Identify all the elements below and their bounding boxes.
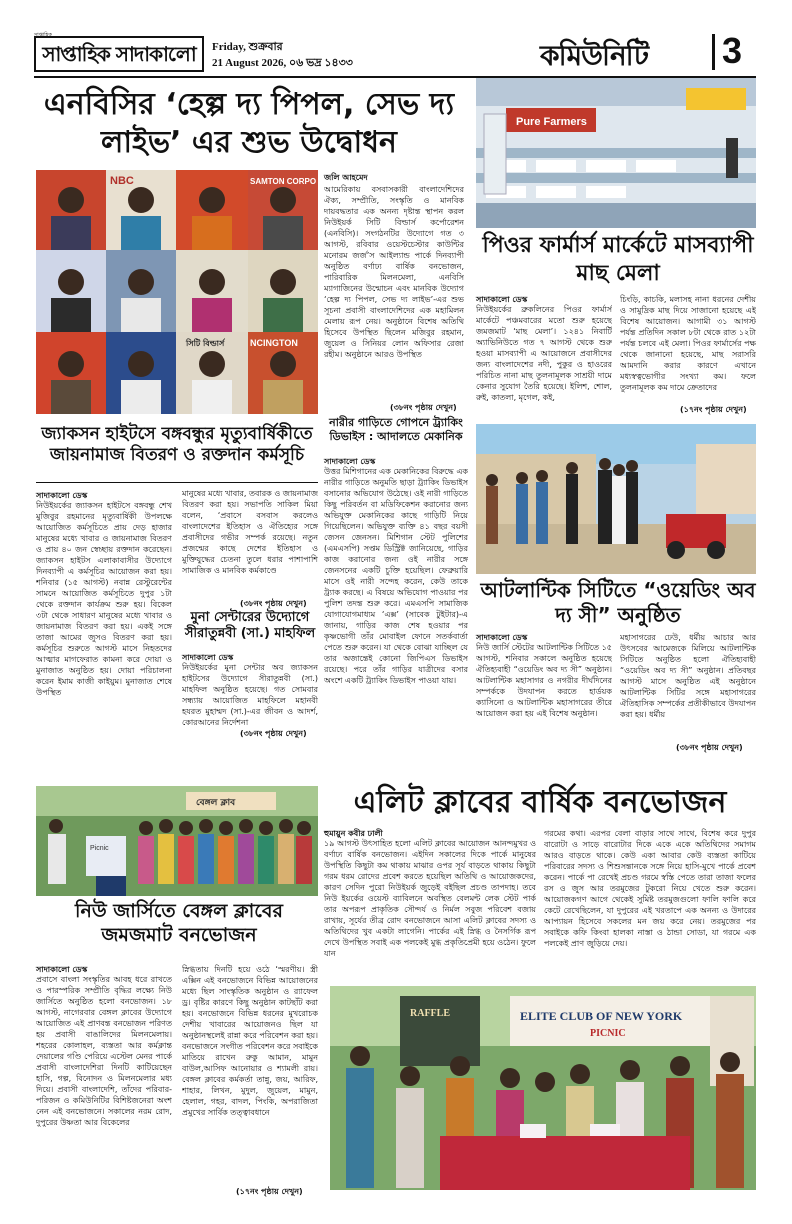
story7-headline[interactable]: এলিট ক্লাবের বার্ষিক বনভোজন — [353, 785, 727, 820]
elite-club-photo — [330, 986, 756, 1190]
story1-continued[interactable]: (৩৮নং পৃষ্ঠায় দেখুন) — [390, 403, 457, 412]
story8-body-right: স্নিগ্ধতায় দিনটি হয়ে ওঠে ‘স্মরণীয়। স্ত্রী এক্সিন এই বনভোজনে বিভিন্ন আয়োজনের মধ্যে ছিল সাংস্কৃতিক অনুষ্ঠান ও র‍্যাফেল ড্র। বৃষ্টির কারণে কিছু অনুষ্ঠান কাটছাঁট করা হয়। বনভোজনে বিভিন্ন ধরনের মুখরোচক দেশীয় খাবারের আয়োজনও ছিল যা অনুষ্ঠানস্থলেই রান্না করে পরিবেশন করা হয়। বনভোজনে সংগীত পরিবেশন করে সবাইকে মাতিয়ে রাখেন রুকু আমান, মামুন বাউল,আসিফ আনোয়ার ও শ্যামলী রায়। বেঙ্গল ক্লাবের কর্মকর্তা তান্নু, জয়, আরিফ, শাহার, লিখন, মুদুল, জুয়েল, মামুন, হেলাল, গহর, বাদল, পিংকি, অপরাজিতা প্রমুখের সার্বিক তত্ত্বাবধানে — [182, 965, 318, 1117]
story7-body-left: ১৯ আগস্ট উৎসাহিত হলো এলিট ক্লাবের আয়োজন আনন্দমুখর ও বর্ণাঢ্য বার্ষিক বনভোজন। এইদিন সকালের দিকে পার্কে মানুষের উপস্থিতি কিছুটা কম থাকায় মাঝার ওপর সূর্য বাড়তে থাকায় কিছুটা গরম ধরম রোদের প্রবেশ করতে হয়েছিল অতিথি ও আয়োজকদের, কারণ সেদিন পুরো নিউইয়র্ক জুড়েই বইছিল প্রচণ্ড তাপদাহ। তবে নিউ ইয়র্কের ওয়েস্ট ব্যাবিলনে অবস্থিত বেলমন্ট লেক স্টেট পার্ক তার অপরূপ প্রাকৃতিক সৌন্দর্য ও নির্মল সবুজ পরিবেশ বজায় রাখায়, সূর্যের তীব্র রোদ বনভোজনে আসা এলিট ক্লাবের সদস্য ও অতিথিদের খুব একটা লাগেনি। পার্কের এই স্নিগ্ধ ও নৈসর্গিক রূপ দেখে উপস্থিত সবাই এক পলকেই মুগ্ধ প্রকৃতিপ্রেমী হয়ে ওঠেন। ফুলে যান — [324, 839, 536, 958]
story8-continued[interactable]: (১৭নং পৃষ্ঠায় দেখুন) — [236, 1187, 303, 1196]
svg-text:RAFFLE: RAFFLE — [410, 1008, 450, 1019]
story1-byline: জলি আহমেদ — [324, 173, 368, 182]
story1-headline[interactable]: এনবিসির ‘হেল্প দ্য পিপল, সেভ দ্য লাইভ’ এর শুভ উদ্বোধন — [43, 87, 455, 160]
svg-text:NBC: NBC — [110, 175, 134, 187]
story2-body-left: নিউইয়র্কের ব্রুকলিনের পিওর ফার্মার্স মার্কেটে পঞ্চমবারের মতো শুরু হয়েছে জমজমাট ‘মাছ মেলা’। ১২৪১ নিবার্টি অ্যাভিনিউতে গত ৭ আগস্ট থেকে শুরু হওয়া মাসব্যাপী এ আয়োজনে প্রবাসীদের জন্য বাংলাদেশের নদী, পুকুর ও হাওরের পরিচিত নানা মাছ তুলনামূলক সাশ্রয়ী দামে কেনার সুযোগ তৈরি হয়েছে। ইলিশ, শোল, রুই, কাতলা, মৃগেল, কই, — [476, 305, 612, 402]
story2-headline[interactable]: পিওর ফার্মার্স মার্কেটে মাসব্যাপী মাছ মেলা — [482, 233, 754, 286]
story3-body-right: মানুষের মধ্যে খাবার, তবারক ও জায়নামাজ বিতরণ করা হয়। সভাপতি সাকিল মিয়া বলেন, ‘প্রবাসে বসবাস করলেও বাংলাদেশের ইতিহাস ও ঐতিহ্যের সঙ্গে প্রবাসীদের গভীর সম্পর্ক রয়েছে। নতুন প্রজন্মের কাছে দেশের ইতিহাস ও মুক্তিযুদ্ধের চেতনা তুলে ধরার পাশাপাশি সামাজিক ও মানবিক কর্মকাণ্ডে — [182, 489, 318, 575]
page-number: 3 — [722, 30, 743, 71]
svg-text:বেঙ্গল ক্লাব: বেঙ্গল ক্লাব — [196, 798, 236, 808]
story8-byline: সাদাকালো ডেস্ক — [36, 965, 88, 974]
story6-body-left: নিউ জার্সি স্টেটের আটলান্টিক সিটিতে ১৫ আগস্ট, শনিবার সকালে অনুষ্ঠিত হয়েছে ঐতিহ্যবাহী “ওয়েডিং অব দ্য সী” অনুষ্ঠান। আটলান্টিক মহাসাগর ও নগরীর দীর্ঘদিনের সম্পর্ককে উদযাপন করতে হার্ডয়ক ক্যাসিনো ও আটলান্টিক মহাসাগরের তীরে আয়োজন করা হয় এই বিশেষ অনুষ্ঠান। — [476, 643, 612, 718]
svg-text:Picnic: Picnic — [90, 845, 109, 852]
story3-body-left: নিউইয়র্কের জ্যাকসন হাইটসে বঙ্গবন্ধু শেখ মুজিবুর রহমানের মৃত্যুবার্ষিকী উপলক্ষে আয়োজিত কর্মসূচিতে প্রায় দেড় হাজার মানুষের মধ্যে খাবার ও জায়নামাজ বিতরণ ও প্রায় ৪০ জন স্বেচ্ছায় রক্তদান করেছেন। জ্যাকসন হাইটস এলাকাবাসীর উদ্যোগে দিনব্যাপী এ কর্মসূচির আয়োজন করা হয়। শনিবার (১৫ আগস্ট) নবান্ন রেস্টুরেন্টের সামনে আয়োজিত কর্মসূচিতে দুপুর ১টা থেকে রক্তদান কার্যক্রম শুরু হয়। বিকেল ৩টা থেকে সাধারণ মানুষের মধ্যে খাবার ও জায়নামাজ বিতরণ করা হয়। একই সঙ্গে তাজা আমের জুসও বিতরণ করা হয়। কর্মসূচির শুরুতে আগস্ট মাসে নিহতদের আত্মার মাগফেরাত কামনা করে দোয়া ও মুনাজাত অনুষ্ঠিত হয়। দোয়া পরিচালনা করেন ইমাম কাজী কাইয়ুম। মুনাজাত শেষে উপস্থিত — [36, 501, 172, 697]
story7-body-right: গরমের কথা। এরপর বেলা বাড়ার সাথে সাথে, বিশেষ করে দুপুর বারোটা ও সাড়ে বারোটার দিকে একে একে অতিথিদের সমাগম আরও বাড়তে থাকে। কেউ একা আবার কেউ ব্যস্ততা কাটিয়ে পরিবারের সদস্য ও শিশুসন্তানকে সঙ্গে নিয়ে হাসি-মুখে পার্কে প্রবেশ করেন। পার্কে পা রেখেই প্রচণ্ড গরমে স্বস্তি পেতে তারা তাজা ফলের রস ও জুস আর তরমুজের টুকরো নিয়ে খেতে শুরু করেন। আয়োজকগণ আগে থেকেই সুমিষ্ট তরমুজগুলো ফালি ফালি করে কেটে রেখেছিলেন, যা দুপুরের এই খরতাপে এক অনন্য ও উদারের আপ্যায়ন হিসেবে সকলের মন জয় করে নেয়। তরমুজের পর সবাইকে কফি কিংবা হালকা নাস্তা ও ঠান্ডা সোডা, যা গরমে এক পলকেই প্রাণ জুড়িয়ে দেয়। — [544, 829, 756, 948]
masthead-tagline: সাপ্তাহিক — [34, 32, 52, 38]
story1-body: আমেরিকায় বসবাসকারী বাংলাদেশিদের ঐক্য, সম্প্রীতি, সংস্কৃতি ও মানবিক দায়বদ্ধতার এক অনন্য দৃষ্টান্ত স্থাপন করল নিউইয়র্ক সিটি বিল্ডার্স কর্পোরেশন (এনবিসি)। সংগঠনটির উদ্যোগে গত ৩ আগস্ট, রবিবার ওয়েস্টচেস্টার কাউন্টির মনোরম জর্জ’স আইল্যান্ড পার্কে দিনব্যাপী অনুষ্ঠিত বর্ণাঢ্য বার্ষিক বনভোজন, পারিবারিক মিলনমেলা, এনবিসি ম্যাগাজিনের উন্মোচন এবং মানবিক উদ্যোগ ‘হেল্প দ্য পিপল, সেভ দ্য লাইভ’-এর শুভ সূচনা প্রবাসী বাংলাদেশিদের এক মহামিলন মেলায় রূপ নেয়। অনুষ্ঠানে বিশেষ অতিথি হিসেবে উপস্থিত ছিলেন মজিবুর রহমান, জুয়েল ও সিনিয়র লোন অফিসার রেজা রহীম। অনুষ্ঠানে আরও উপস্থিত — [324, 185, 464, 359]
story8-body-left: প্রবাসে বাংলা সংস্কৃতির আবহ ধরে রাখতে ও পারস্পরিক সম্প্রীতি বৃদ্ধির লক্ষ্যে নিউ জার্সিতে অনুষ্ঠিত হলো বনভোজন। ১৮ আগস্ট, নাগেরবার বেঙ্গল ক্লাবের উদ্যোগে আয়োজিত এই প্রাণবন্ত বনভোজন পরিণত হয় প্রবাসী বাঙালিদের মিলনমেলায়। শহরের কোলাহল, ব্যস্ততা আর কর্মক্লান্ত দেয়ালের গণ্ডি পেরিয়ে এস্টেল মেনর পার্কে প্রবাসী বাংলাদেশিরা দিনটি কাটিয়েছেন হাসি, গল্প, বিনোদন ও মিলনমেলার মধ্য দিয়ে। প্রবাসী বাংলাদেশি, তাঁদের পরিবার-পরিজন ও কমিউনিটির বিশিষ্টজনেরা অংশ নেন এই বনভোজনে। সকালের নরম রোদ, দুপুরের উষ্ণতা আর বিকেলের — [36, 975, 172, 1127]
story5-headline[interactable]: মুনা সেন্টারের উদ্যোগে সীরাতুন্নবী (সা.) মাহফিল — [184, 610, 316, 642]
story6-continued[interactable]: (৩৮নং পৃষ্ঠায় দেখুন) — [676, 743, 743, 752]
story6-headline[interactable]: আটলান্টিক সিটিতে “ওয়েডিং অব দ্য সী” অনুষ্ঠিত — [480, 578, 756, 627]
story3-byline: সাদাকালো ডেস্ক — [36, 491, 88, 500]
story2-body-right: চিংড়ি, কাচকি, মলাসহ নানা ধরনের দেশীয় ও সামুদ্রিক মাছ দিয়ে সাজানো হয়েছে এই বিশেষ আয়োজন। আগামী ৩১ আগস্ট পর্যন্ত প্রতিদিন সকাল ৮টা থেকে রাত ১২টা পর্যন্ত চলবে এই মেলা। পিওর ফার্মার্সের পক্ষ থেকে জানানো হয়েছে, মাছ সরাসরি আমদানি করার কারণে এখানে মধ্যস্বত্বভোগীর সংখ্যা কম। ফলে তুলনামূলক কম দামে ক্রেতাদের — [620, 295, 756, 392]
story5-body: নিউইয়র্কের মুনা সেন্টার অব জ্যাকসন হাইটসের উদ্যোগে সীরাতুন্নবী (সা.) মাহফিল অনুষ্ঠিত হয়েছে। গত সোমবার সন্ধ্যায় আয়োজিত মাহফিলে মহানবী হযরত মুহাম্মদ (সা.)-এর জীবন ও আদর্শ, কোরআনের নির্দেশনা — [182, 663, 318, 727]
story3-rule — [36, 482, 318, 483]
story5-continued[interactable]: (৩৮নং পৃষ্ঠায় দেখুন) — [240, 729, 307, 738]
bengal-club-photo — [36, 786, 318, 896]
svg-text:SAMTON CORPO: SAMTON CORPO — [250, 177, 317, 186]
svg-text:Pure Farmers: Pure Farmers — [516, 116, 587, 128]
section-title: কমিউনিটি — [540, 39, 648, 72]
story6-byline: সাদাকালো ডেস্ক — [476, 633, 528, 642]
story8-headline[interactable]: নিউ জার্সিতে বেঙ্গল ক্লাবের জমজমাট বনভোজন — [75, 900, 283, 946]
svg-text:PICNIC: PICNIC — [590, 1028, 626, 1039]
story7-byline: হুমায়ুন কবীর ঢালী — [324, 829, 383, 838]
story3-headline[interactable]: জ্যাকসন হাইটসে বঙ্গবন্ধুর মৃত্যুবার্ষিকীতে জায়নামাজ বিতরণ ও রক্তদান কর্মসূচি — [41, 424, 313, 466]
fish-market-photo — [476, 78, 756, 228]
issue-date: 21 August 2026, ০৬ ভদ্র ১৪৩৩ — [212, 57, 353, 69]
section-divider — [712, 34, 715, 70]
atlantic-city-photo — [476, 424, 756, 574]
story4-byline: সাদাকালো ডেস্ক — [324, 457, 376, 466]
svg-text:সিটি বিল্ডার্স: সিটি বিল্ডার্স — [186, 339, 225, 348]
story4-headline[interactable]: নারীর গাড়িতে গোপনে ট্র্যাকিং ডিভাইস : আদালতে মেকানিক — [329, 416, 463, 443]
newspaper-logo[interactable]: সাপ্তাহিক সাদাকালো — [34, 36, 204, 72]
story5-byline: সাদাকালো ডেস্ক — [182, 653, 234, 662]
story2-continued[interactable]: (১৭নং পৃষ্ঠায় দেখুন) — [680, 405, 747, 414]
nbc-speakers-photo-grid — [36, 170, 318, 414]
svg-text:ELITE CLUB OF NEW YORK: ELITE CLUB OF NEW YORK — [520, 1009, 683, 1023]
story3-continued[interactable]: (৩৮নং পৃষ্ঠায় দেখুন) — [240, 599, 307, 608]
issue-day: Friday, শুক্রবার — [212, 41, 283, 53]
story2-byline: সাদাকালো ডেস্ক — [476, 295, 528, 304]
story6-body-right: মহাসাগরের ঢেউ, ধর্মীয় আচার আর উৎসবের আমেজকে মিলিয়ে আটলান্টিক সিটিতে অনুষ্ঠিত হলো ঐতিহ্যবাহী “ওয়েডিং অব দ্য সী” অনুষ্ঠান। প্রতিবছর আগস্ট মাসে অনুষ্ঠিত এই অনুষ্ঠানে আটলান্টিক সিটির সঙ্গে মহাসাগরের ঐতিহাসিক সম্পর্কের প্রতীকীভাবে উদযাপন করা হয়। ধর্মীয় — [620, 633, 756, 719]
svg-text:NCINGTON: NCINGTON — [250, 338, 298, 348]
story4-body: উত্তর মিশিগানের এক মেকানিকের বিরুদ্ধে এক নারীর গাড়িতে অনুমতি ছাড়া ট্র্যাকিং ডিভাইস বসানোর অভিযোগ উঠেছে। ওই নারী গাড়িতে কিছু পরিবর্তন বা মডিফিকেশন করানোর জন্য অভিযুক্ত মেকানিকের কাছে গাড়িটি নিয়ে গিয়েছিলেন। অভিযুক্ত ব্যক্তি ৪১ বছর বয়সী জেসন জেনসন। মিশিগান স্টেট পুলিশের (এমএসপি) সপ্তম ডিস্ট্রিক্ট জানিয়েছে, গাড়ির কাজ করানোর জন্য ওই নারীর সঙ্গে জেনসনের একটি চুক্তি হয়েছিল। ফেব্রুয়ারি মাসে ওই নারী সন্দেহ করেন, কেউ তাকে ট্র্যাক করছে। এ বিষয়ে অভিযোগ পাওয়ার পর পুলিশ তদন্ত শুরু করে। এমএসপি সামাজিক যোগাযোগমাধ্যম ‘এক্স’ (সাবেক টুইটার)-এ জানায়, গাড়ির কাজ শেষ হওয়ার পর কৃষ্ণভোগী তাঁর মোবাইল ফোনে সতর্কবার্তা পেতে শুরু করেন। যা থেকে বোঝা যাচ্ছিল যে তার অজান্তেই কোনো জিপিএস ডিভাইস রয়েছে। পরে তাঁর গাড়ির যাত্রীদের বসার অংশে একটি ট্র্যাকিং ডিভাইস পাওয়া যায়। — [324, 467, 468, 685]
